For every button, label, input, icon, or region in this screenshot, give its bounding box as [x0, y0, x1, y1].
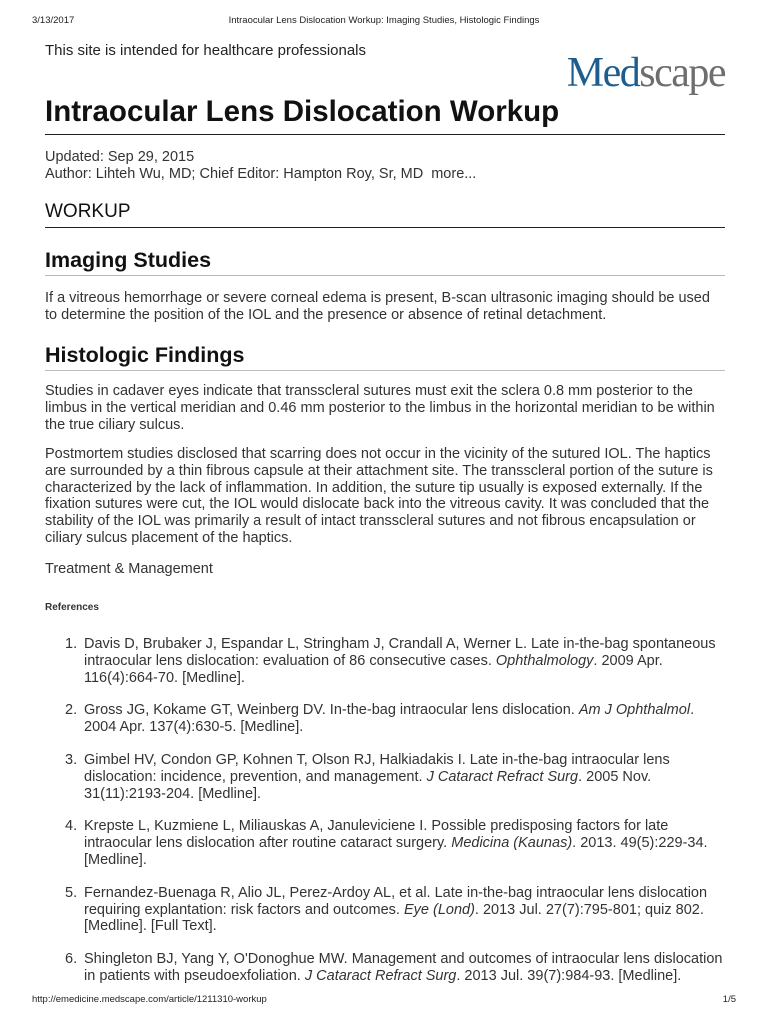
journal-name: Am J Ophthalmol [578, 702, 691, 719]
imaging-studies-text: If a vitreous hemorrhage or severe corneal edema is present, B-scan ultrasonic imaging should be used to determine the position of the IOL and the presence or absence of retinal detachment. [45, 290, 710, 323]
reference-item: 2. Gross JG, Kokame GT, Weinberg DV. In-the-bag intraocular lens dislocation. Am J Ophthalmol. 2004 Apr. 137(4):630-5. [Medline]. [65, 702, 695, 736]
journal-name: Medicina (Kaunas) [451, 835, 573, 852]
histologic-findings-heading: Histologic Findings [45, 342, 725, 371]
print-footer [32, 994, 736, 1008]
page-title: Intraocular Lens Dislocation Workup [45, 94, 725, 135]
references-list [45, 636, 725, 1001]
journal-name: Ophthalmology [495, 652, 594, 669]
print-page-title: Intraocular Lens Dislocation Workup: Imaging Studies, Histologic Findings [228, 15, 540, 26]
reference-item: 4. Krepste L, Kuzmiene L, Miliauskas A, Januleviciene I. Possible predisposing factors for late intraocular lens dislocation after routine cataract surgery. Medicina (Kaunas). 2013. 49(5):229-34. [Medline]. [65, 818, 708, 868]
print-page-number: 1/5 [722, 994, 736, 1005]
reference-item: 6. Shingleton BJ, Yang Y, O'Donoghue MW. Management and outcomes of intraocular lens dislocation in patients with pseudoexfoliation. J Cataract Refract Surg. 2013 Jul. 39(7):984-93. [Medline]. [65, 951, 723, 984]
medscape-logo[interactable] [567, 52, 725, 94]
author-line [45, 166, 476, 183]
print-url: http://emedicine.medscape.com/article/1211310-workup [32, 994, 267, 1005]
logo-text-med: Med [566, 50, 640, 96]
article-meta [45, 149, 476, 182]
more-link[interactable]: more... [431, 165, 477, 182]
professional-notice: This site is intended for healthcare professionals [45, 42, 367, 59]
references-label: References [45, 602, 99, 613]
updated-date: Updated: Sep 29, 2015 [45, 149, 195, 165]
section-header: WORKUP [45, 200, 725, 228]
treatment-management-link[interactable]: Treatment & Management [45, 561, 213, 577]
journal-name: J Cataract Refract Surg [426, 768, 579, 785]
imaging-studies-heading: Imaging Studies [45, 247, 725, 276]
reference-item: 1. Davis D, Brubaker J, Espandar L, Stringham J, Crandall A, Werner L. Late in-the-bag spontaneous intraocular lens dislocation: evaluation of 86 consecutive cases. Ophthalmology. 2009 Apr. 116(4):664-70. [Medline]. [65, 636, 716, 686]
journal-name: J Cataract Refract Surg [304, 967, 457, 984]
author-text: Author: Lihteh Wu, MD; Chief Editor: Hampton Roy, Sr, MD [45, 165, 424, 182]
journal-name: Eye (Lond) [403, 901, 475, 918]
print-date: 3/13/2017 [32, 15, 75, 26]
reference-item: 3. Gimbel HV, Condon GP, Kohnen T, Olson RJ, Halkiadakis I. Late in-the-bag intraocular lens dislocation: incidence, prevention, and management. J Cataract Refract Surg. 2005 Nov. 31(11):2193-204. [Medline]. [65, 751, 670, 802]
logo-text-scape: scape [639, 50, 725, 96]
histologic-paragraph-1: Studies in cadaver eyes indicate that transscleral sutures must exit the sclera 0.8 mm posterior to the limbus in the vertical meridian and 0.46 mm posterior to the limbus in the horizontal meridian to be within the true ciliary sulcus. [45, 383, 715, 433]
print-header [32, 15, 736, 29]
reference-item: 5. Fernandez-Buenaga R, Alio JL, Perez-Ardoy AL, et al. Late in-the-bag intraocular lens dislocation requiring explantation: risk factors and outcomes. Eye (Lond). 2013 Jul. 27(7):795-801; quiz 802. [Medline]. [Full Text]. [65, 884, 708, 935]
histologic-paragraph-2: Postmortem studies disclosed that scarring does not occur in the vicinity of the sutured IOL. The haptics are surrounded by a thin fibrous capsule at their attachment site. The transscleral portion of the suture is characterized by the lack of inflammation. In addition, the suture tip usually is exposed externally. If the fixation sutures were cut, the IOL would dislocate back into the vitreous cavity. It was concluded that the stability of the IOL was primarily a result of intact transscleral sutures and not fibrous encapsulation or ciliary sulcus placement of the haptics. [45, 446, 713, 546]
